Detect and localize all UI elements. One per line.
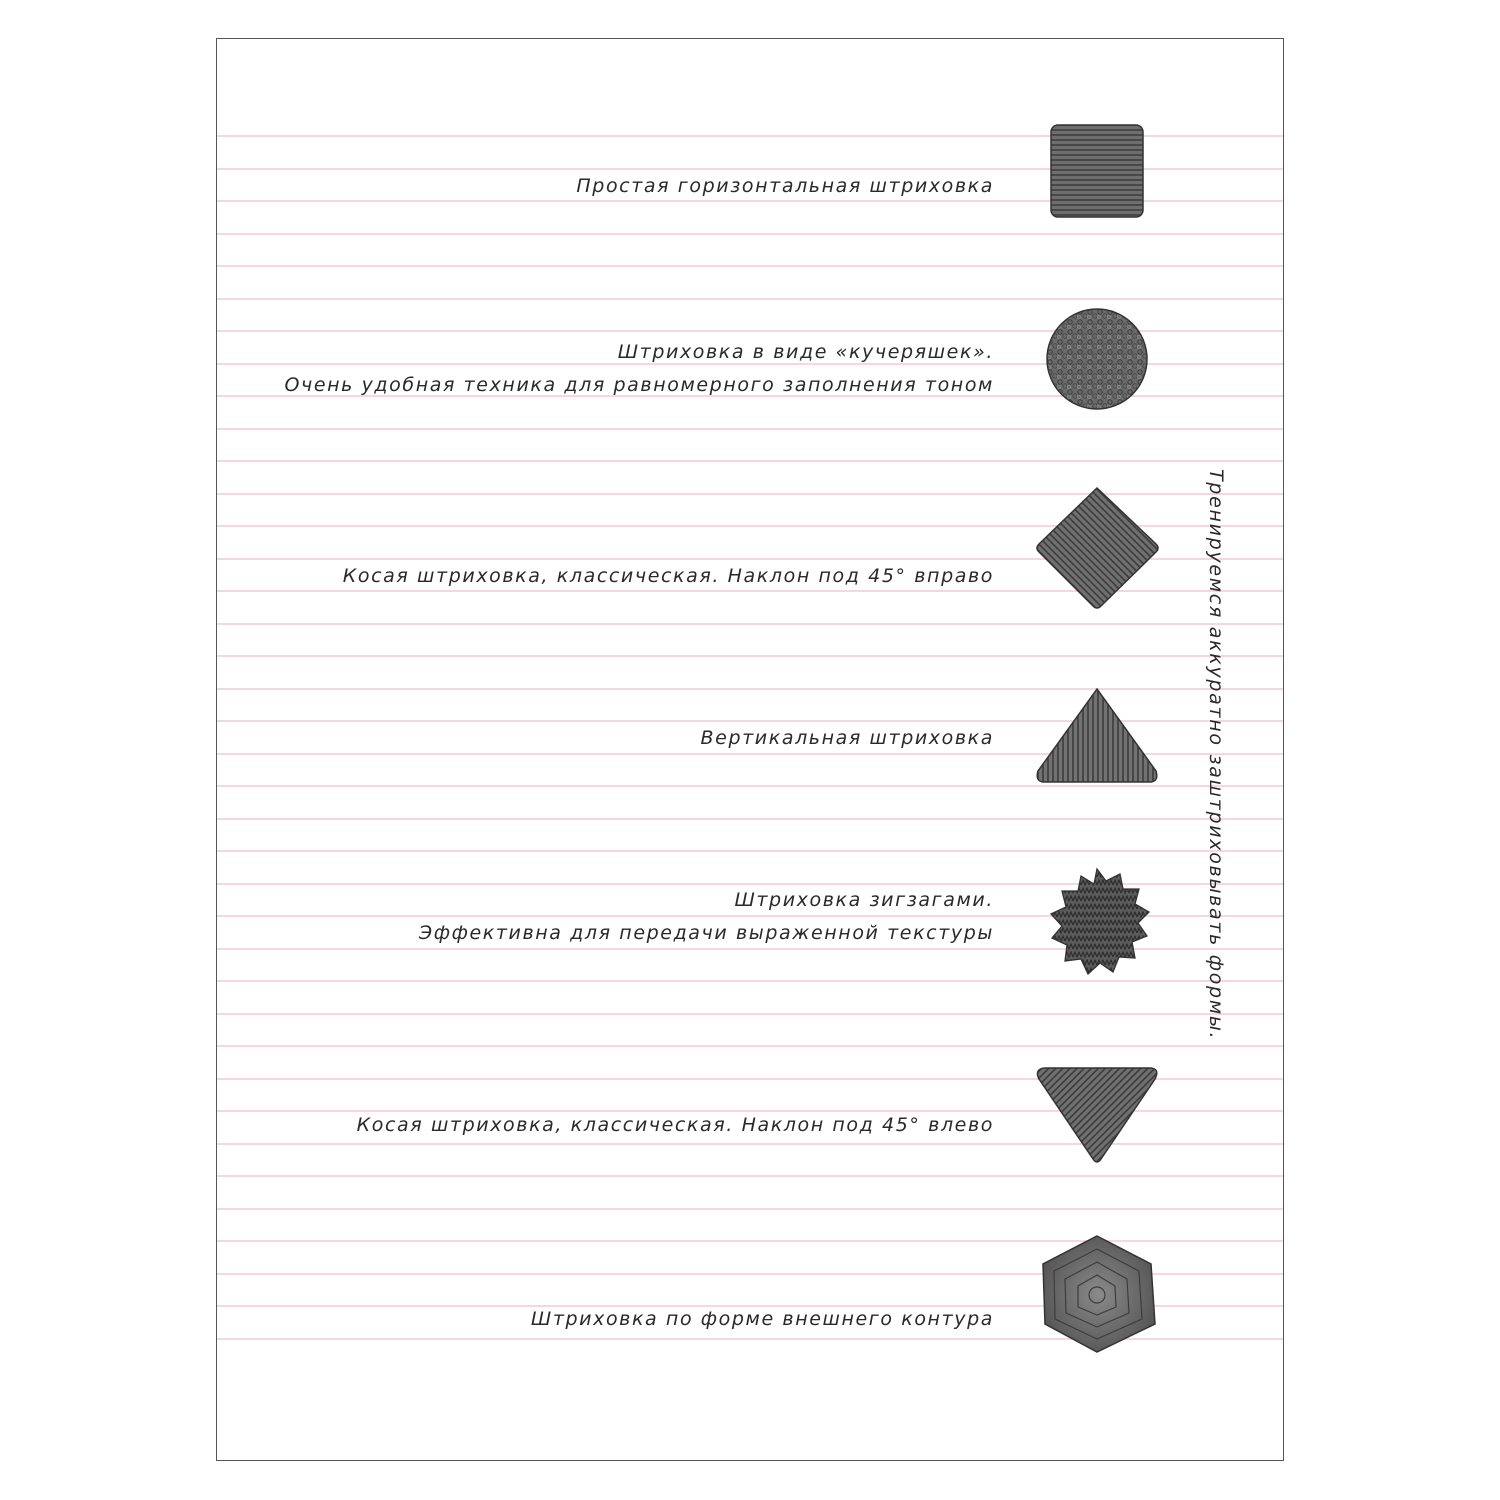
caption-zigzag-hatching: Штриховка зигзагами. Эффективна для передачи выраженной текстуры xyxy=(418,889,994,944)
caption-curls-hatching: Штриховка в виде «кучеряшек». Очень удобная техника для равномерного заполнения тоном xyxy=(284,341,994,396)
caption-vertical-hatching: Вертикальная штриховка xyxy=(700,727,994,749)
caption-diagonal-left-hatching: Косая штриховка, классическая. Наклон под 45° влево xyxy=(356,1114,994,1136)
zigzag-star-shape xyxy=(1051,869,1149,974)
caption-diagonal-right-hatching: Косая штриховка, классическая. Наклон под 45° вправо xyxy=(342,565,994,587)
diamond-shape xyxy=(1037,488,1158,608)
square-shape xyxy=(1051,125,1143,217)
worksheet-page xyxy=(216,38,1284,1461)
page-title: Тренируемся аккуратно заштриховывать формы. xyxy=(1205,469,1227,1041)
triangle-up-shape xyxy=(1037,689,1157,782)
caption-contour-hatching: Штриховка по форме внешнего контура xyxy=(530,1308,994,1330)
caption-horizontal-hatching: Простая горизонтальная штриховка xyxy=(576,175,994,197)
hexagon-shape xyxy=(1043,1236,1155,1352)
triangle-down-shape xyxy=(1037,1068,1156,1162)
circle-shape xyxy=(1047,309,1147,409)
